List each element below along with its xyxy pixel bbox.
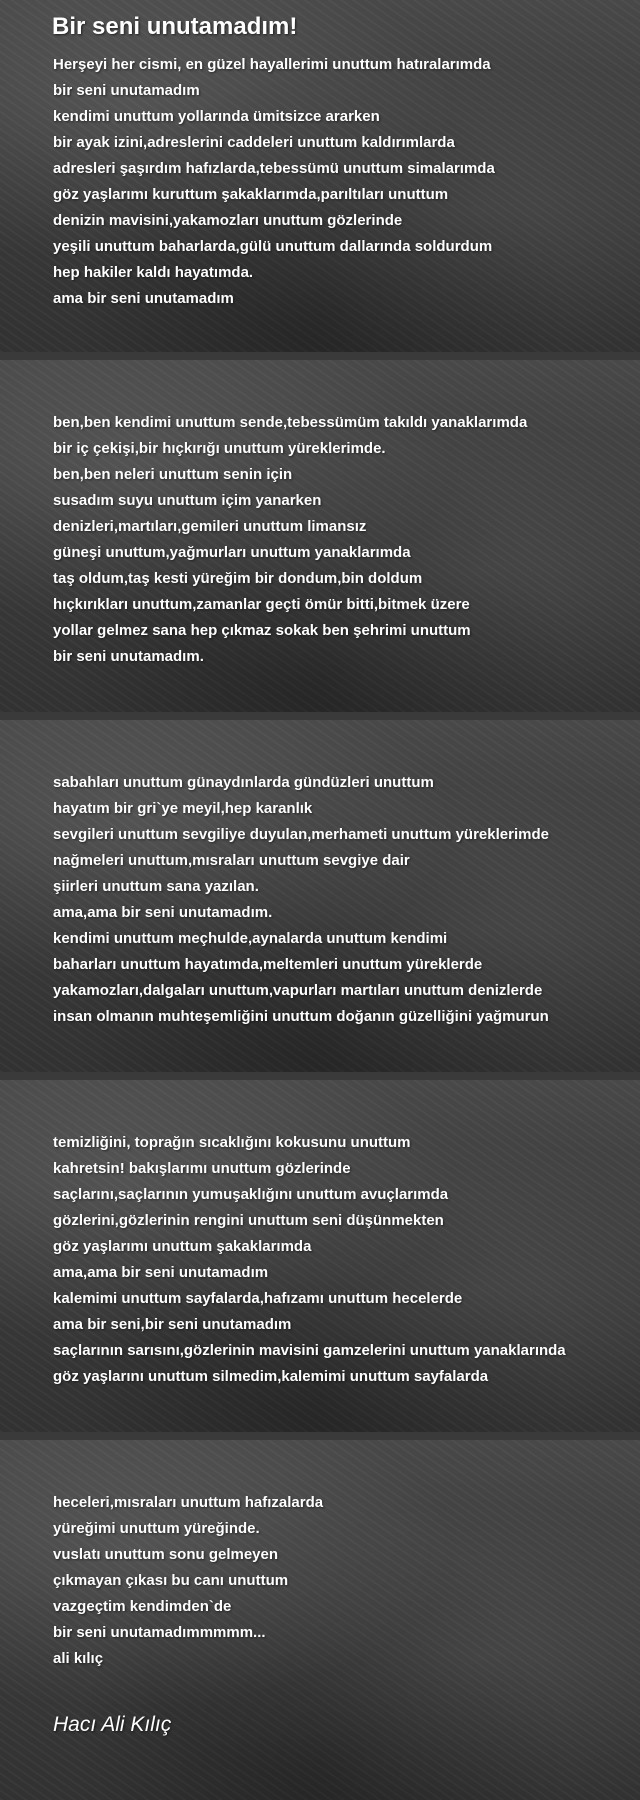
poem-line: saçlarının sarısını,gözlerinin mavisini gamzelerini unuttum yanaklarında [53,1342,566,1359]
poem-line: vuslatı unuttum sonu gelmeyen [53,1546,279,1563]
poem-line: temizliğini, toprağın sıcaklığını kokusunu unuttum [53,1134,411,1151]
poem-line: bir seni unutamadımmmmm... [53,1624,266,1641]
poem-line: şiirleri unuttum sana yazılan. [53,878,259,895]
poem-line: gözlerini,gözlerinin rengini unuttum seni düşünmekten [53,1212,444,1229]
poem-line: adresleri şaşırdım hafızlarda,tebessümü unuttum simalarımda [53,160,495,177]
poem-line: kendimi unuttum meçhulde,aynalarda unuttum kendimi [53,930,448,947]
poem-line: ama,ama bir seni unutamadım [53,1264,269,1281]
poem-panel-4 [0,1080,640,1432]
poem-line: susadım suyu unuttum içim yanarken [53,492,322,509]
stanza-4 [53,1130,566,1390]
poem-line: yakamozları,dalgaları unuttum,vapurları martıları unuttum denizlerde [53,982,543,999]
poem-line: taş oldum,taş kesti yüreğim bir dondum,bin doldum [53,570,423,587]
poem-line: yeşili unuttum baharlarda,gülü unuttum dallarında soldurdum [53,238,493,255]
poem-line: kalemimi unuttum sayfalarda,hafızamı unuttum hecelerde [53,1290,463,1307]
poem-line: güneşi unuttum,yağmurları unuttum yanaklarımda [53,544,411,561]
poem-panel-5 [0,1440,640,1800]
poem-panel-1 [0,0,640,352]
poem-line: ali kılıç [53,1650,104,1667]
poem-line: insan olmanın muhteşemliğini unuttum doğanın güzelliğini yağmurun [53,1008,549,1025]
stanza-2 [53,410,527,670]
poem-panel-2 [0,360,640,712]
poem-line: Herşeyi her cismi, en güzel hayallerimi unuttum hatıralarımda [53,56,491,73]
poem-line: kendimi unuttum yollarında ümitsizce ararken [53,108,380,125]
poem-author: Hacı Ali Kılıç [53,1713,172,1736]
stanza-1 [53,52,495,312]
poem-line: bir iç çekişi,bir hıçkırığı unuttum yüreklerimde. [53,440,386,457]
poem-line: hayatım bir gri`ye meyil,hep karanlık [53,800,313,817]
stanza-3 [53,770,549,1030]
poem-line: ama bir seni,bir seni unutamadım [53,1316,292,1333]
poem-line: hıçkırıkları unuttum,zamanlar geçti ömür bitti,bitmek üzere [53,596,470,613]
poem-line: hep hakiler kaldı hayatımda. [53,264,254,281]
poem-line: ama,ama bir seni unutamadım. [53,904,273,921]
poem-panel-3 [0,720,640,1072]
stanza-5 [53,1490,323,1672]
poem-title: Bir seni unutamadım! [52,13,298,40]
poem-line: bir seni unutamadım [53,82,200,99]
poem-line: denizin mavisini,yakamozları unuttum gözlerinde [53,212,403,229]
poem-line: sevgileri unuttum sevgiliye duyulan,merhameti unuttum yüreklerimde [53,826,549,843]
poem-line: ben,ben neleri unuttum senin için [53,466,293,483]
poem-line: baharları unuttum hayatımda,meltemleri unuttum yüreklerde [53,956,483,973]
poem-line: kahretsin! bakışlarımı unuttum gözlerinde [53,1160,351,1177]
poem-line: yüreğimi unuttum yüreğinde. [53,1520,260,1537]
poem-line: vazgeçtim kendimden`de [53,1598,232,1615]
poem-line: çıkmayan çıkası bu canı unuttum [53,1572,289,1589]
poem-line: saçlarını,saçlarının yumuşaklığını unuttum avuçlarımda [53,1186,449,1203]
poem-line: yollar gelmez sana hep çıkmaz sokak ben şehrimi unuttum [53,622,471,639]
poem-line: ben,ben kendimi unuttum sende,tebessümüm takıldı yanaklarımda [53,414,528,431]
poem-line: heceleri,mısraları unuttum hafızalarda [53,1494,324,1511]
poem-line: göz yaşlarını unuttum silmedim,kalemimi unuttum sayfalarda [53,1368,489,1385]
poem-line: sabahları unuttum günaydınlarda gündüzleri unuttum [53,774,434,791]
poem-line: göz yaşlarımı unuttum şakaklarımda [53,1238,312,1255]
poem-line: ama bir seni unutamadım [53,290,234,307]
poem-line: bir seni unutamadım. [53,648,204,665]
poem-line: bir ayak izini,adreslerini caddeleri unuttum kaldırımlarda [53,134,455,151]
poem-line: denizleri,martıları,gemileri unuttum limansız [53,518,367,535]
poem-line: nağmeleri unuttum,mısraları unuttum sevgiye dair [53,852,410,869]
poem-line: göz yaşlarımı kuruttum şakaklarımda,parıltıları unuttum [53,186,449,203]
